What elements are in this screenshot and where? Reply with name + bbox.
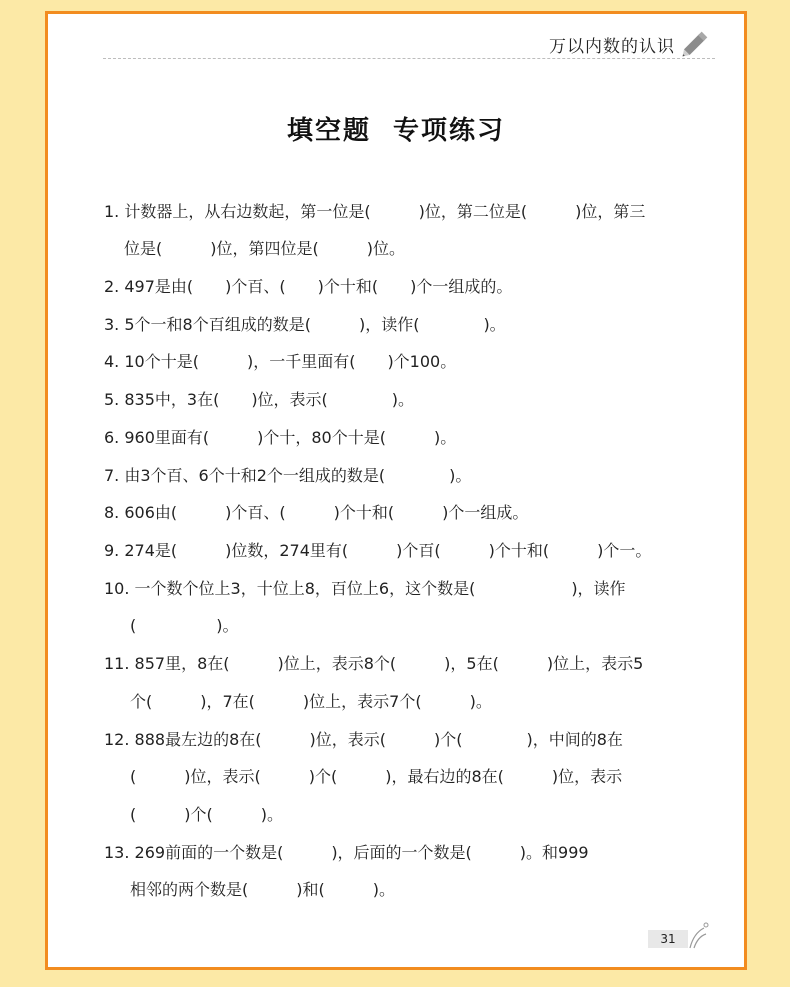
question-10-line-1: 10. 一个数个位上3，十位上8，百位上6，这个数是( )，读作 — [104, 579, 626, 598]
pencil-icon — [679, 28, 713, 58]
question-7: 7. 由3个百、6个十和2个一组成的数是( )。 — [104, 466, 472, 485]
page-header — [103, 28, 715, 59]
question-12-line-1: 12. 888最左边的8在( )位，表示( )个( )，中间的8在 — [104, 730, 623, 749]
question-1-line-1: 1. 计数器上，从右边数起，第一位是( )位，第二位是( )位，第三 — [104, 202, 646, 221]
question-11-line-2: 个( )，7在( )位上，表示7个( )。 — [130, 692, 492, 711]
worksheet-page — [45, 11, 747, 970]
question-8: 8. 606由( )个百、( )个十和( )个一组成。 — [104, 503, 529, 522]
question-3: 3. 5个一和8个百组成的数是( )，读作( )。 — [104, 315, 506, 334]
question-10-line-2: ( )。 — [130, 616, 239, 635]
question-12-line-2: ( )位，表示( )个( )，最右边的8在( )位，表示 — [130, 767, 623, 786]
question-4: 4. 10个十是( )，一千里面有( )个100。 — [104, 352, 457, 371]
worksheet-title — [48, 110, 744, 147]
question-2: 2. 497是由( )个百、( )个十和( )个一组成的。 — [104, 277, 513, 296]
question-6: 6. 960里面有( )个十，80个十是( )。 — [104, 428, 457, 447]
page-number: 31 — [648, 930, 688, 948]
question-12-line-3: ( )个( )。 — [130, 805, 283, 824]
question-5: 5. 835中，3在( )位，表示( )。 — [104, 390, 415, 409]
question-13-line-1: 13. 269前面的一个数是( )，后面的一个数是( )。和999 — [104, 843, 589, 862]
question-11-line-1: 11. 857里，8在( )位上，表示8个( )，5在( )位上，表示5 — [104, 654, 644, 673]
question-1-line-2: 位是( )位，第四位是( )位。 — [124, 239, 405, 258]
title-main: 填空题 — [286, 116, 371, 146]
title-sub: 专项练习 — [393, 116, 506, 146]
chapter-title: 万以内数的认识 — [549, 37, 675, 57]
swirl-decoration-icon — [688, 920, 710, 950]
question-13-line-2: 相邻的两个数是( )和( )。 — [130, 880, 395, 899]
question-9: 9. 274是( )位数，274里有( )个百( )个十和( )个一。 — [104, 541, 652, 560]
